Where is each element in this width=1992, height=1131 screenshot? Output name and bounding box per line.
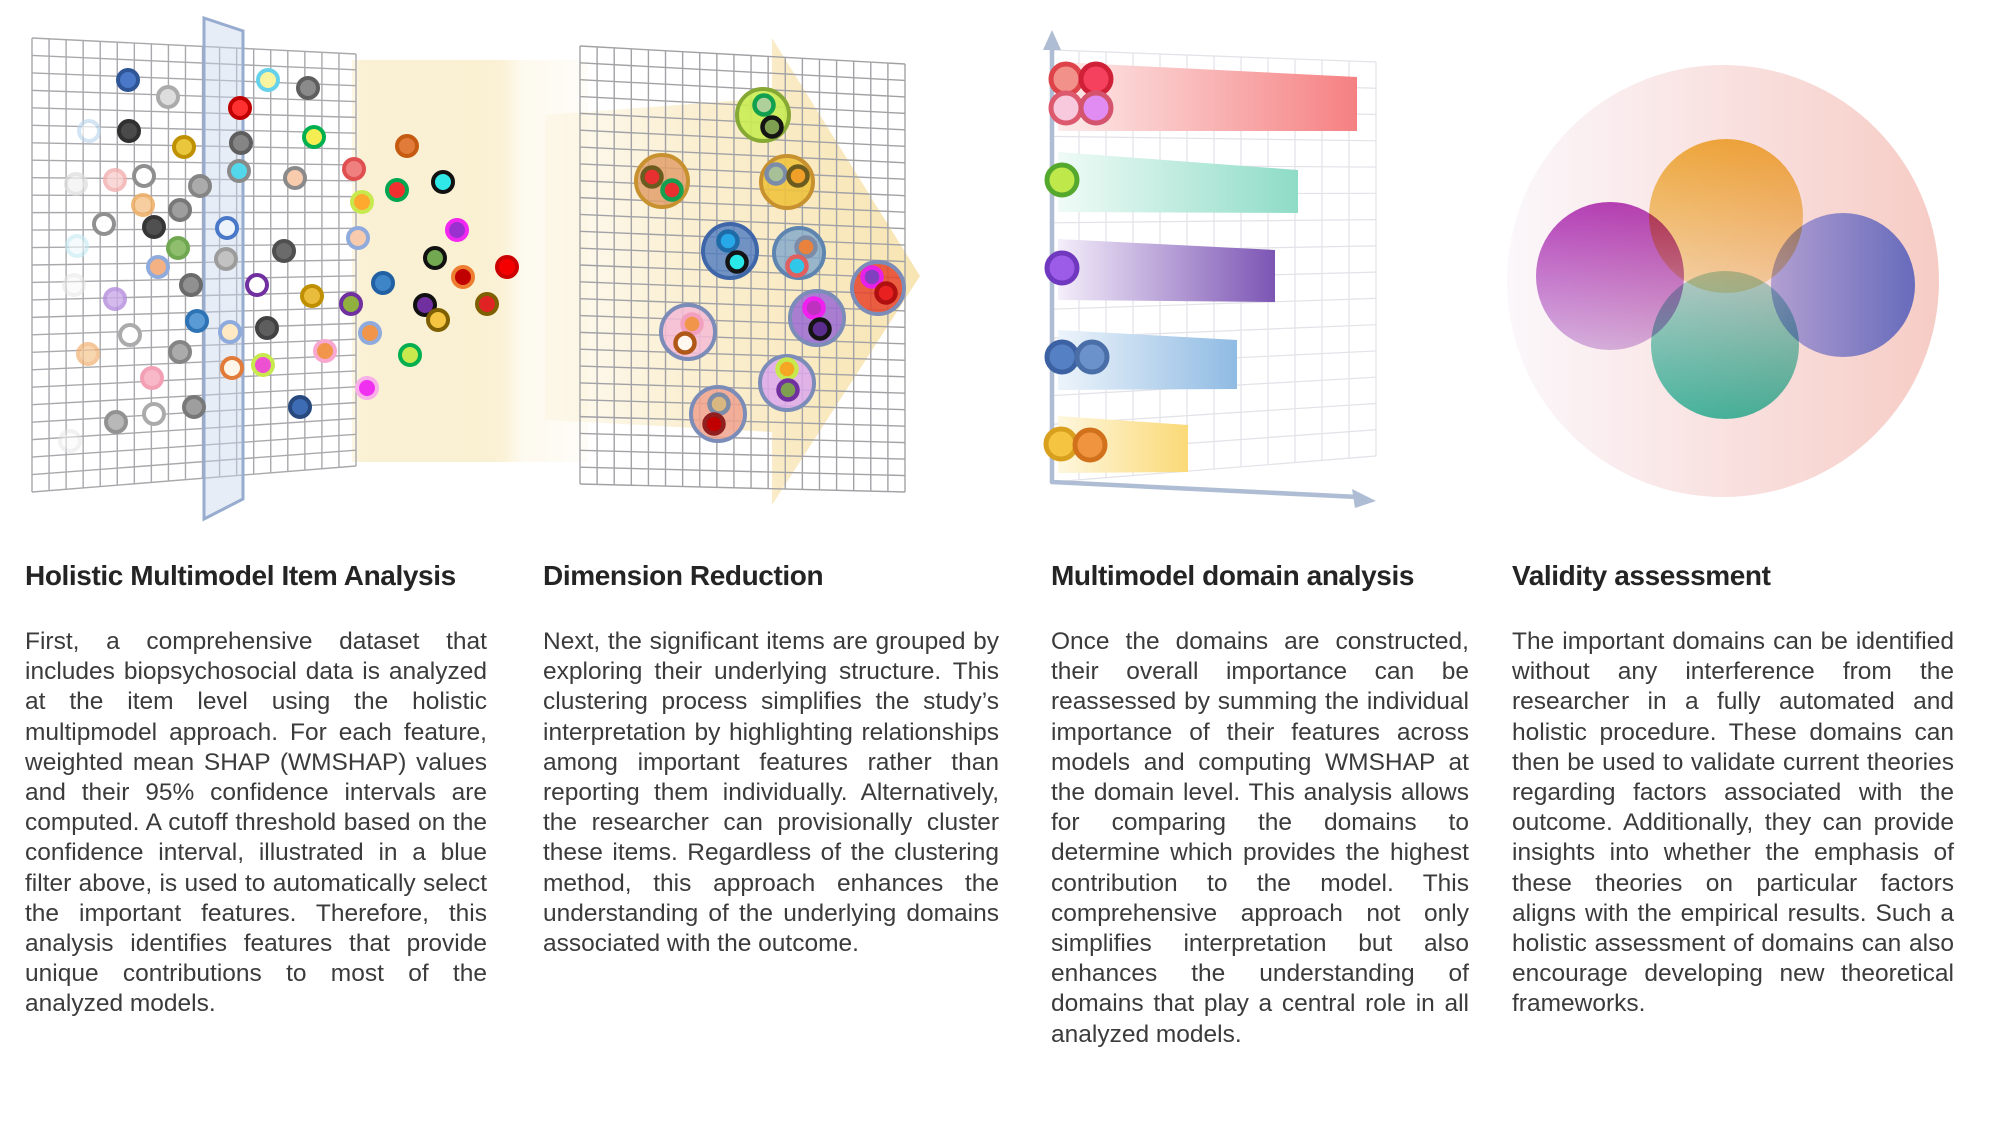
panel-dimension-reduction <box>543 558 999 959</box>
panel-body-validity-assessment: The important domains can be identified without any interference from the researcher in a fully automated and holistic procedure. These domains can then be used to validate current theories regarding factors associated with the outcome. Additionally, they can provide insights into whether the emphasis of these theories on particular factors aligns with the empirical results. Such a holistic assessment of domains can also encourage developing new theoretical frameworks. <box>1512 628 1954 1018</box>
panel-body-dimension-reduction: Next, the significant items are grouped by exploring their underlying structure. This clustering process simplifies the study’s interpretation by highlighting relationships among important features rather than reporting them individually. Alternatively, the researcher can provisionally cluster these items. Regardless of the clustering method, this approach enhances the understanding of the underlying domains associated with the outcome. <box>543 628 999 958</box>
dimension-reduction-graphic <box>545 38 920 505</box>
panel-title-dimension-reduction: Dimension Reduction <box>543 560 824 591</box>
item-grid <box>32 38 356 492</box>
panel-title-item-analysis: Holistic Multimodel Item Analysis <box>25 560 456 591</box>
panel-body-item-analysis: First, a comprehensive dataset that includes biopsychosocial data is analyzed at the item level using the holistic multipmodel approach. For each feature, weighted mean SHAP (WMSHAP) values and their 95% confidence intervals are computed. A cutoff threshold based on the confidence interval, illustrated in a blue filter above, is used to automatically select the important features. Therefore, this analysis identifies features that provide unique contributions to most of the analyzed models. <box>25 628 487 1018</box>
panel-body-domain-analysis: Once the domains are constructed, their overall importance can be reassessed by summing the individual importance of their features across models and computing WMSHAP at the domain level. This analysis allows for comparing the domains to determine which provides the highest contribution to the model. This comprehensive approach not only simplifies interpretation but also enhances the understanding of domains that play a central role in all analyzed models. <box>1051 628 1469 1048</box>
panel-domain-analysis <box>1051 558 1469 1050</box>
panel-validity-assessment <box>1512 558 1954 1020</box>
domain-sphere <box>1771 213 1915 357</box>
figure-graphics <box>0 0 1992 545</box>
domain-bar-chart <box>1043 30 1376 508</box>
item-analysis-graphic <box>32 18 588 519</box>
validity-venn-graphic <box>1507 65 1939 497</box>
panel-title-domain-analysis: Multimodel domain analysis <box>1051 560 1415 591</box>
panel-item-analysis <box>25 558 487 1020</box>
panel-title-validity-assessment: Validity assessment <box>1512 560 1771 591</box>
